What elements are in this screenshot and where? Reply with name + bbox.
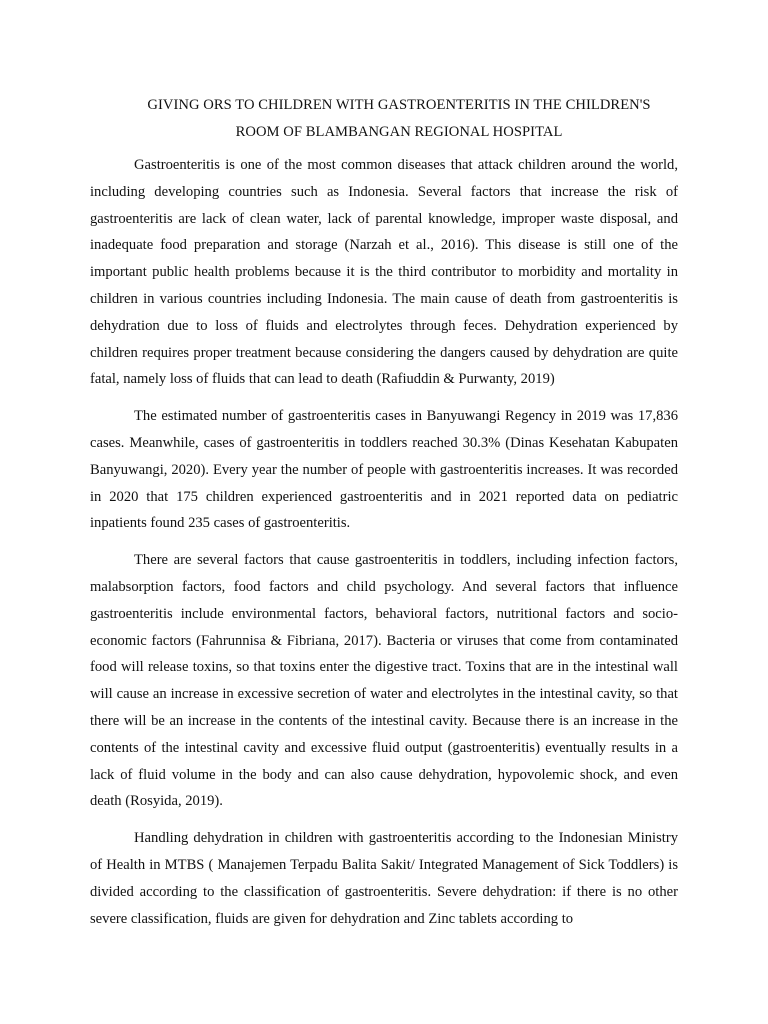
paragraph-3: There are several factors that cause gastroenteritis in toddlers, including infection factors, malabsorption factors, food factors and child psychology. And several factors that influence gastroenteritis include environmental factors, behavioral factors, nutritional factors and socio-economic factors (Fahrunnisa & Fibriana, 2017). Bacteria or viruses that come from contaminated food will release toxins, so that toxins enter the digestive tract. Toxins that are in the intestinal wall will cause an increase in excessive secretion of water and electrolytes in the intestinal cavity, so that there will be an increase in the contents of the intestinal cavity. Because there is an increase in the contents of the intestinal cavity and excessive fluid output (gastroenteritis) eventually results in a lack of fluid volume in the body and can also cause dehydration, hypovolemic shock, and even death (Rosyida, 2019).	[90, 552, 678, 810]
title-line-2: ROOM OF BLAMBANGAN REGIONAL HOSPITAL	[235, 123, 563, 140]
paragraph-2: The estimated number of gastroenteritis cases in Banyuwangi Regency in 2019 was 17,836 cases. Meanwhile, cases of gastroenteritis in toddlers reached 30.3% (Dinas Kesehatan Kabupaten Banyuwangi, 2020). Every year the number of people with gastroenteritis increases. It was recorded in 2020 that 175 children experienced gastroenteritis and in 2021 reported data on pediatric inpatients found 235 cases of gastroenteritis.	[90, 408, 678, 532]
paragraph-1: Gastroenteritis is one of the most common diseases that attack children around the world, including developing countries such as Indonesia. Several factors that increase the risk of gastroenteritis are lack of clean water, lack of parental knowledge, improper waste disposal, and inadequate food preparation and storage (Narzah et al., 2016). This disease is still one of the important public health problems because it is the third contributor to morbidity and mortality in children in various countries including Indonesia. The main cause of death from gastroenteritis is dehydration due to loss of fluids and electrolytes through feces. Dehydration experienced by children requires proper treatment because considering the dangers caused by dehydration are quite fatal, namely loss of fluids that can lead to death (Rafiuddin & Purwanty, 2019)	[90, 157, 678, 388]
paragraph-4: Handling dehydration in children with gastroenteritis according to the Indonesian Ministry of Health in MTBS ( Manajemen Terpadu Balita Sakit/ Integrated Management of Sick Toddlers) is divided according to the classification of gastroenteritis. Severe dehydration: if there is no other severe classification, fluids are given for dehydration and Zinc tablets according to	[90, 830, 678, 927]
title-line-1: GIVING ORS TO CHILDREN WITH GASTROENTERITIS IN THE CHILDREN'S	[147, 97, 651, 113]
document-page	[90, 92, 678, 942]
document-title	[90, 92, 678, 145]
